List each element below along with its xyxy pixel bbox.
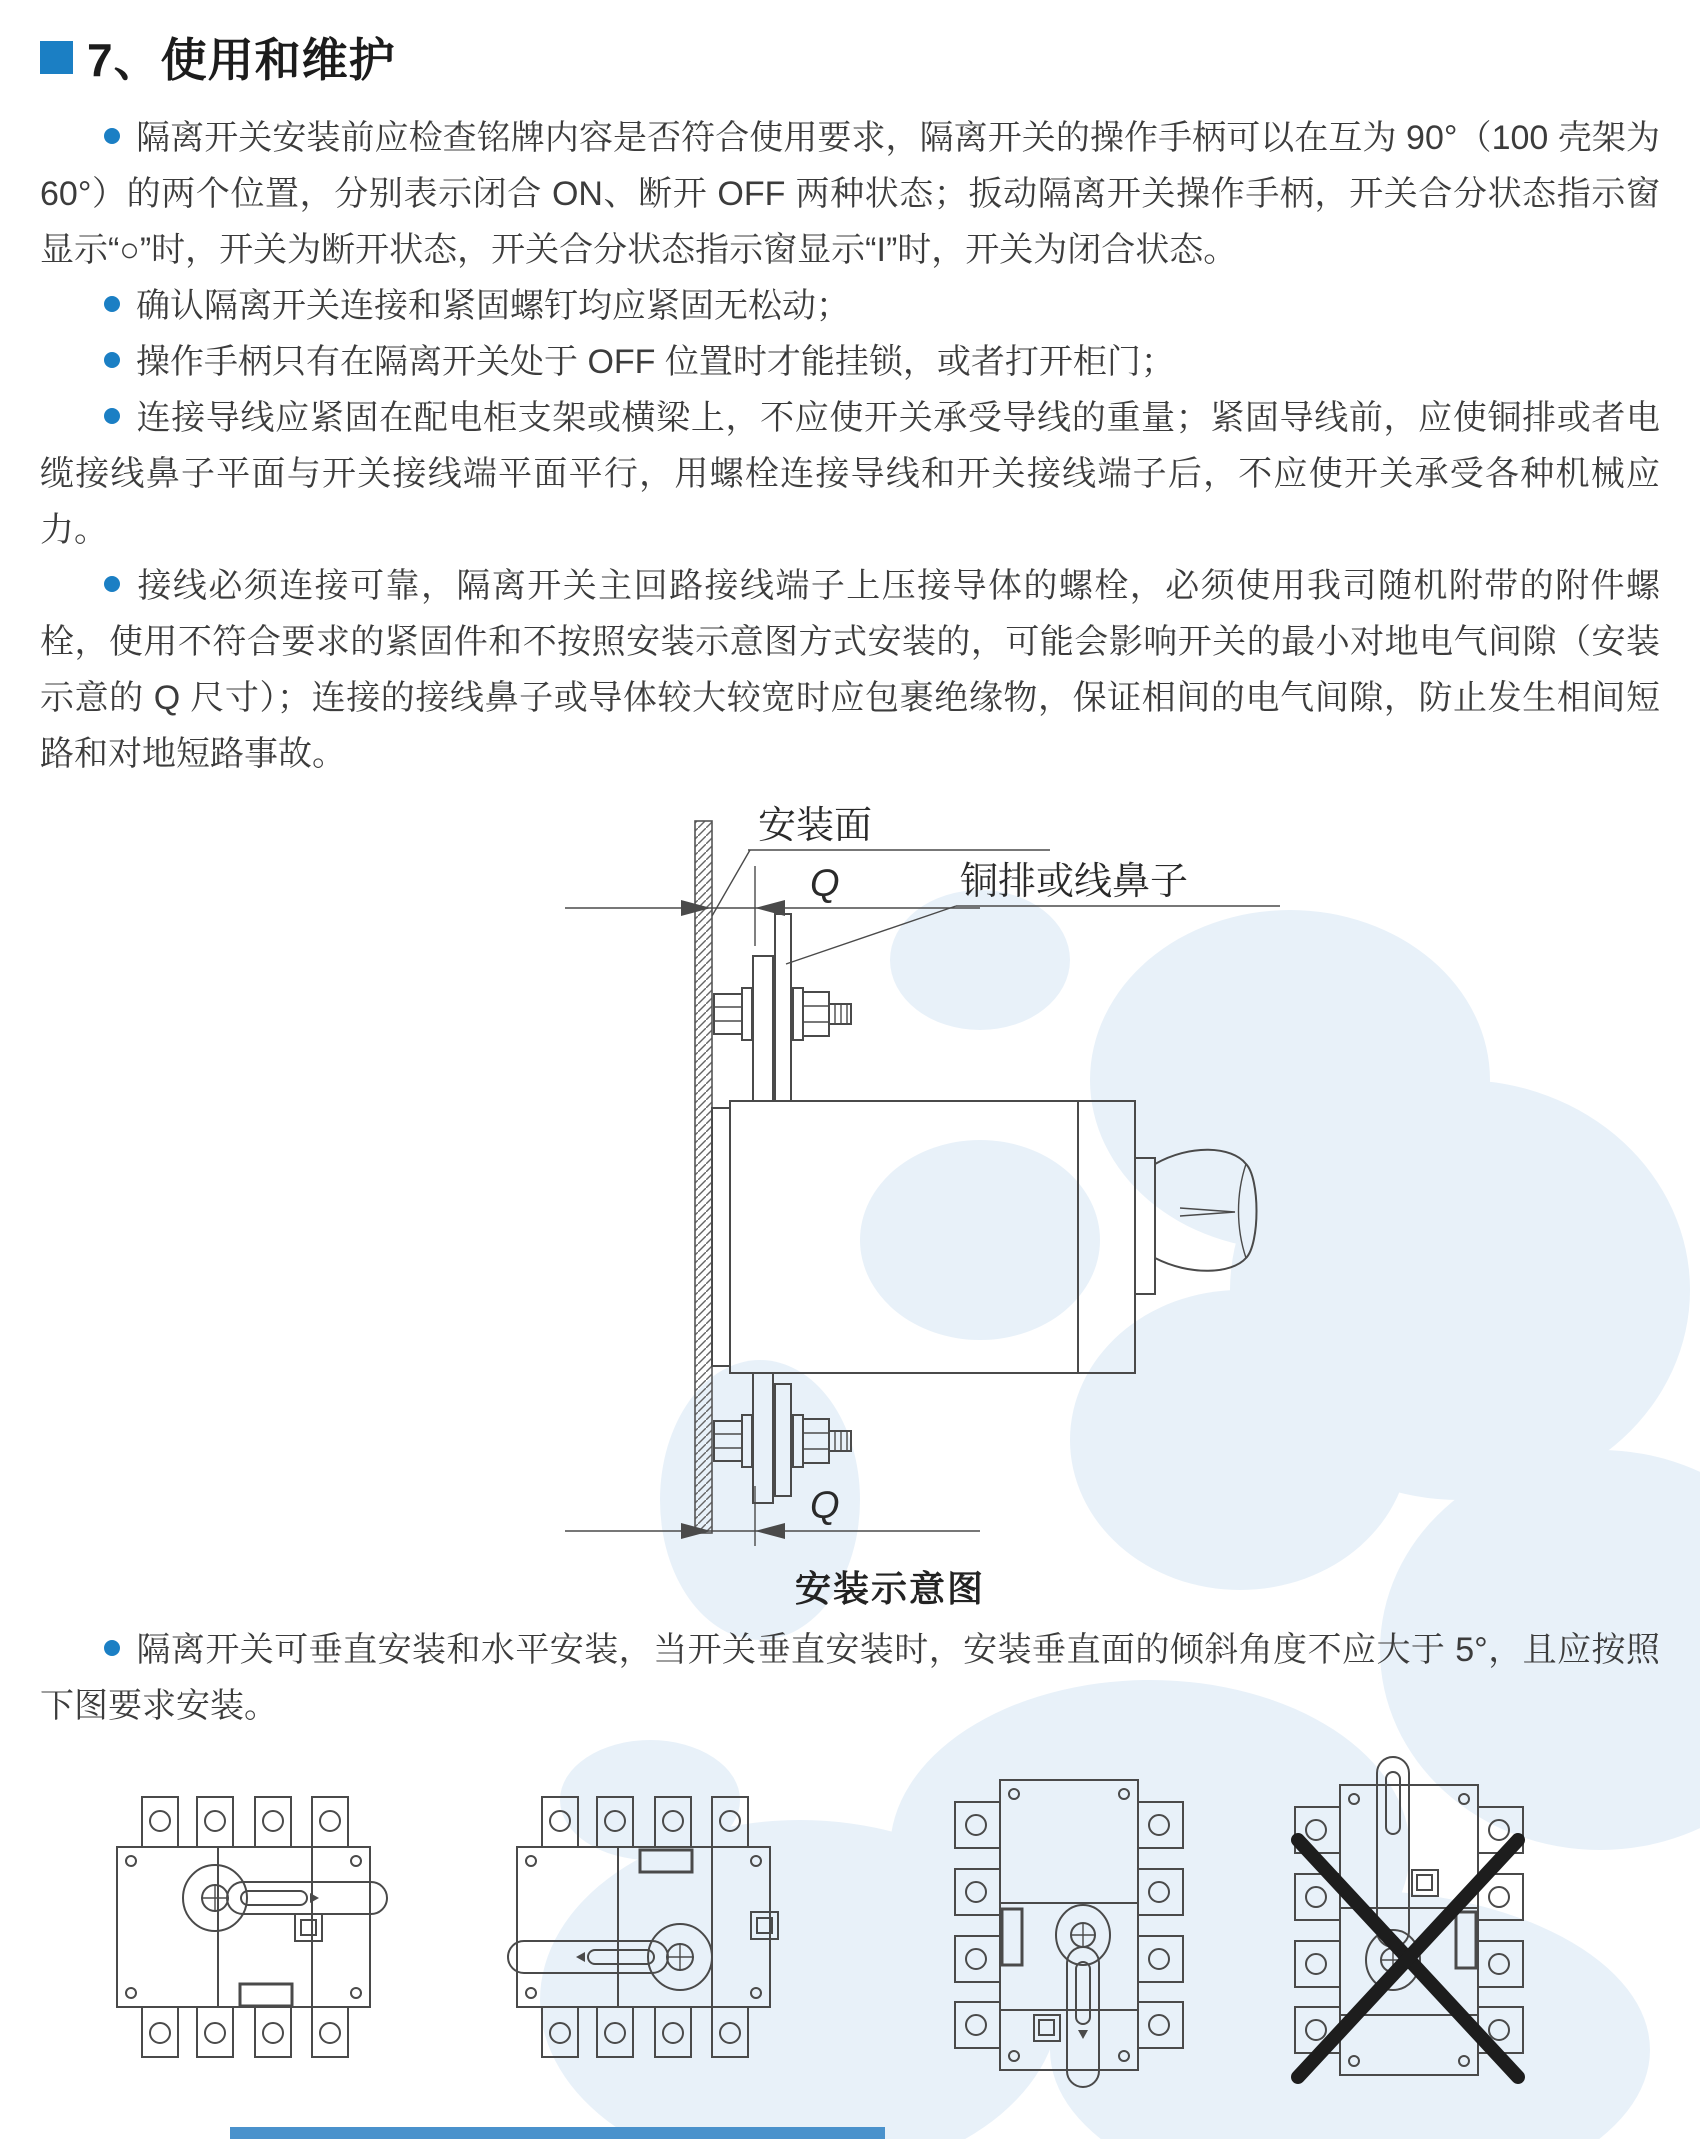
dimension-q-bottom-label: Q bbox=[810, 1485, 840, 1527]
paragraph-text: 操作手柄只有在隔离开关处于 OFF 位置时才能挂锁，或者打开柜门； bbox=[136, 343, 1175, 381]
mounting-plate bbox=[695, 821, 712, 1533]
bottom-busbar-assembly bbox=[714, 1373, 851, 1503]
installation-diagram bbox=[490, 796, 1290, 1556]
paragraph-padlock-off bbox=[40, 334, 1660, 390]
paragraph-conductor-fixing bbox=[40, 390, 1660, 558]
paragraph-screws-tight bbox=[40, 278, 1660, 334]
orientation-horizontal-handle-left bbox=[505, 1794, 790, 2059]
orientation-horizontal-handle-right bbox=[105, 1794, 390, 2059]
section-marker-icon bbox=[40, 41, 73, 74]
paragraph-text: 确认隔离开关连接和紧固螺钉均应紧固无松动； bbox=[136, 287, 850, 325]
installation-figure bbox=[490, 796, 1290, 1612]
section-title: 7、使用和维护 bbox=[87, 34, 396, 86]
orientation-vertical-handle-up-forbidden bbox=[1290, 1752, 1525, 2097]
bullet-icon bbox=[104, 1640, 120, 1656]
dimension-q-top-label: Q bbox=[810, 863, 840, 905]
paragraph-text: 隔离开关安装前应检查铭牌内容是否符合使用要求，隔离开关的操作手柄可以在互为 90°（100 壳架为 60°）的两个位置，分别表示闭合 ON、断开 OFF 两种状态；扳动隔离开关操作手柄，开关合分状态指示窗显示“○”时，开关为断开状态，开关合分状态指示窗显示“I”时，开关为闭合状态。 bbox=[40, 119, 1660, 269]
paragraph-text: 连接导线应紧固在配电柜支架或横梁上，不应使开关承受导线的重量；紧固导线前，应使铜排或者电缆接线鼻子平面与开关接线端平面平行，用螺栓连接导线和开关接线端子后，不应使开关承受各种机械应力。 bbox=[40, 399, 1660, 549]
top-busbar-assembly bbox=[714, 914, 851, 1101]
footer-accent-bar bbox=[230, 2127, 885, 2139]
switch-body-side-view bbox=[712, 1101, 1257, 1373]
busbar-label: 铜排或线鼻子 bbox=[960, 861, 1189, 903]
mounting-surface-label: 安装面 bbox=[758, 805, 873, 847]
bullet-icon bbox=[104, 576, 120, 592]
orientation-figures-row bbox=[0, 1752, 1700, 2139]
section-header bbox=[40, 24, 1660, 90]
paragraph-text: 接线必须连接可靠，隔离开关主回路接线端子上压接导体的螺栓，必须使用我司随机附带的附件螺栓，使用不符合要求的紧固件和不按照安装示意图方式安装的，可能会影响开关的最小对地电气间隙（安装示意的 Q 尺寸）；连接的接线鼻子或导体较大较宽时应包裹绝缘物，保证相间的电气间隙，防止发生相间短路和对地短路事故。 bbox=[40, 567, 1660, 773]
bullet-icon bbox=[104, 408, 120, 424]
paragraph-text: 隔离开关可垂直安装和水平安装，当开关垂直安装时，安装垂直面的倾斜角度不应大于 5°，且应按照下图要求安装。 bbox=[40, 1631, 1660, 1725]
paragraph-nameplate-check bbox=[40, 110, 1660, 278]
orientation-vertical-handle-down bbox=[950, 1777, 1185, 2092]
figure-caption: 安装示意图 bbox=[794, 1568, 985, 1609]
bullet-icon bbox=[104, 128, 120, 144]
paragraph-wiring-reliable bbox=[40, 558, 1660, 782]
bullet-icon bbox=[104, 296, 120, 312]
bullet-icon bbox=[104, 352, 120, 368]
paragraph-mounting-orientation bbox=[40, 1622, 1660, 1734]
